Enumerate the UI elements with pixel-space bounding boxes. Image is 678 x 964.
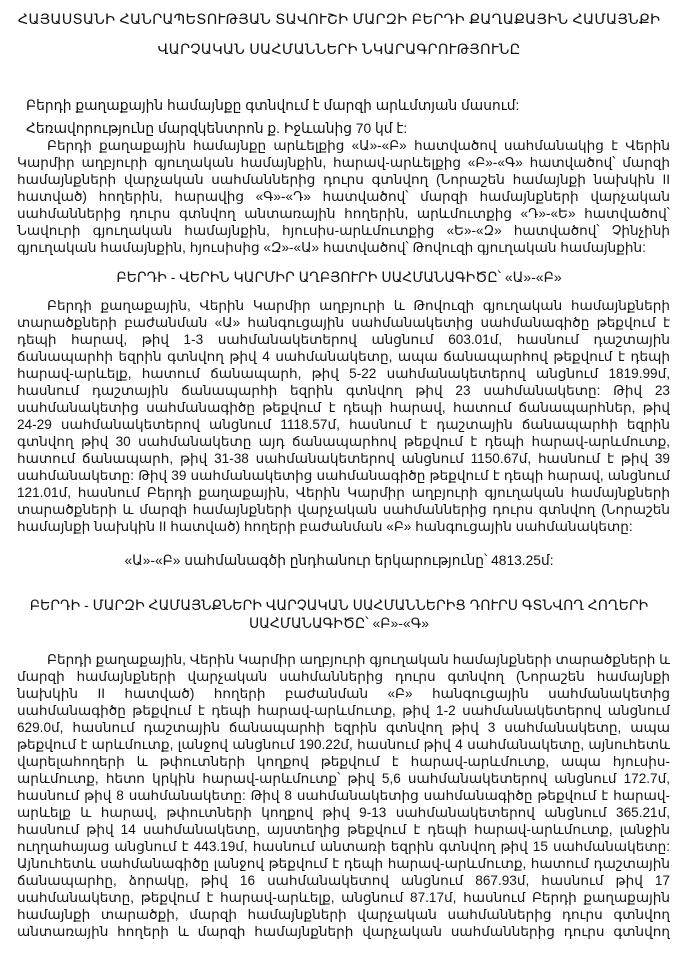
text-line: համայնքների վարչական սահմաններից դուրս գտնվող (Նորաշեն համայնքի նախկին II: [17, 172, 670, 187]
text-line: հատում ճանապարհ, թիվ 31-38 սահմանակետերով անցնում 1150.67մ, հասնում է թիվ 39: [17, 451, 670, 466]
text-line: 121.01մ, հասնում Բերդի քաղաքային, Վերին Կարմիր աղբյուրի գյուղական համայնքների: [17, 485, 670, 500]
text-line: արևելք և հարավ, թփուտների կողքով թիվ 9-13 սահմանակետերով անցնում 365.21մ,: [17, 805, 670, 820]
text-line: համայնքի նախկին II հատված) հողերի բաժանման «Բ» հանգուցային սահմանակետը:: [17, 519, 633, 534]
text-line: Բերդի քաղաքային, Վերին Կարմիր աղբյուրի գյուղական համայնքների տարածքների և: [47, 652, 670, 667]
section-1-heading: ԲԵՐԴԻ - ՎԵՐԻՆ ԿԱՐՄԻՐ ԱՂԲՅՈՒՐԻ ՍԱՀՄԱՆԱԳԻԾԸ՝ «Ա»-«Բ»: [116, 269, 562, 285]
section-1-paragraph: [17, 297, 670, 535]
text-line: գտնվող թիվ 30 սահմանակետը այդ ճանապարհով թեքվում է դեպի հարավ-արևմուտք,: [17, 434, 670, 449]
text-line: սահմանակետից սահմանագիծը թեքվում է դեպի հարավ, հատում ճանապարհներ, թիվ: [17, 400, 670, 415]
text-line: հարավ-արևելք, հատում ճանապարհ, թիվ 5-22 սահմանակետերով անցնում 1819.99մ,: [17, 366, 670, 381]
text-line: գյուղական համայնքին, հյուսիսից «Զ»-«Ա» հատվածով՝ Թովուզի գյուղական համայնքին:: [17, 240, 646, 255]
text-line: սահմանակետը: Թիվ 39 սահմանակետից սահմանագիծը թեքվում է դեպի հարավ, անցնում: [17, 468, 670, 483]
intro-location: Բերդի քաղաքային համայնքը գտնվում է մարզի արևմտյան մասում:: [26, 98, 520, 113]
text-line: ուղղահայաց անցնում է 443.19մ, հասնում անտառի եզրին գտնվող թիվ 15 սահմանակետը:: [17, 839, 670, 854]
text-line: Բերդի քաղաքային, Վերին Կարմիր աղբյուրի և Թովուզի գյուղական համայնքների: [47, 298, 670, 313]
text-line: հասնում դաշտային ճանապարհի եզրին գտնվող թիվ 23 սահմանակետը: Թիվ 23: [17, 383, 670, 398]
text-line: տարածքների բաժանման «Ա» հանգուցային սահմանակետից սահմանագիծը թեքվում է: [17, 315, 670, 330]
text-line: Կարմիր աղբյուրի գյուղական համայնքին, հարավ-արևելքից «Բ»-«Գ» հատվածով՝ մարզի: [17, 155, 670, 170]
document-title-line-2: ՎԱՐՉԱԿԱՆ ՍԱՀՄԱՆՆԵՐԻ ՆԿԱՐԱԳՐՈՒԹՅՈՒՆԸ: [157, 42, 521, 58]
text-line: Այնուհետև սահմանագիծը լանջով թեքվում է դեպի հարավ-արևմուտք, հատում դաշտային: [17, 856, 670, 871]
text-line: հասնում թիվ 14 սահմանակետը, այստեղից թեքվում է դեպի հարավ-արևմուտք, լանջին: [17, 822, 670, 837]
section-1-total-length: «Ա»-«Բ» սահմանագծի ընդհանուր երկարությունը՝ 4813.25մ:: [124, 553, 554, 568]
overview-paragraph: [17, 137, 670, 256]
text-line: սահմանագիծը թեքվում է դեպի հարավ-արևմուտք, թիվ 1-2 սահմանակետերով անցնում: [17, 703, 670, 718]
text-line: 629.0մ, հասնում դաշտային ճանապարհի եզրին գտնվող թիվ 3 սահմանակետը, ապա: [17, 720, 670, 735]
text-line: սահմանակետը, թեքվում է հարավ-արևելք, անցնում 87.17մ, հասնում Բերդի քաղաքային: [17, 890, 670, 905]
text-line: արևմուտք, հետո կրկին հարավ-արևմուտք՝ թիվ 5,6 սահմանակետերով անցնում 172.7մ,: [17, 771, 670, 786]
text-line: համայնքի տարածքի, մարզի համայնքների վարչական սահմաններից դուրս գտնվող: [17, 907, 670, 922]
text-line: վարելահողերի և թփուտների կողքով թեքվում է հարավ-արևմուտք, ապա հյուսիս-: [17, 754, 670, 769]
text-line: Բերդի քաղաքային համայնքը արևելքից «Ա»-«Բ» հատվածով սահմանակից է Վերին: [47, 138, 670, 153]
section-2-heading-line-2: ՍԱՀՄԱՆԱԳԻԾԸ՝ «Բ»-«Գ»: [248, 615, 430, 631]
text-line: ճանապարհի եզրին գտնվող թիվ 4 սահմանակետը, ապա ճանապարհով թեքվում է դեպի: [17, 349, 670, 364]
text-line: մարզի համայնքների վարչական սահմաններից դուրս գտնվող (Նորաշեն համայնքի: [17, 669, 670, 684]
intro-distance: Հեռավորությունը մարզկենտրոն ք. Իջևանից 70 կմ է:: [26, 121, 408, 136]
text-line: սահմաններից դուրս գտնվող անտառային հողերին, արևմուտքից «Դ»-«Ե» հատվածով՝: [17, 206, 670, 221]
text-line: 24-29 սահմանակետերով անցնում 1118.57մ, հասնում է դաշտային ճանապարհի եզրին: [17, 417, 670, 432]
section-2-paragraph: [17, 651, 670, 940]
text-line: ճանապարհը, ձորակը, թիվ 16 սահմանակետով անցնում 867.93մ, հասնում թիվ 17: [17, 873, 670, 888]
section-2-heading-line-1: ԲԵՐԴԻ - ՄԱՐԶԻ ՀԱՄԱՅՆՔՆԵՐԻ ՎԱՐՉԱԿԱՆ ՍԱՀՄԱՆՆԵՐԻՑ ԴՈՒՐՍ ԳՏՆՎՈՂ ՀՈՂԵՐԻ: [29, 597, 649, 613]
text-line: տարածքների և մարզի համայնքների վարչական սահմաններից դուրս գտնվող (Նորաշեն: [17, 502, 670, 517]
text-line: նախկին II հատված) հողերի բաժանման «Բ» հանգուցային սահմանակետից: [17, 686, 670, 701]
text-line: անտառային հողերի և մարզի համայնքների վարչական սահմաններից դուրս գտնվող: [17, 924, 670, 939]
document-title-line-1: ՀԱՅԱՍՏԱՆԻ ՀԱՆՐԱՊԵՏՈՒԹՅԱՆ ՏԱՎՈՒՇԻ ՄԱՐԶԻ ԲԵՐԴԻ ՔԱՂԱՔԱՅԻՆ ՀԱՄԱՅՆՔԻ: [17, 12, 661, 28]
text-line: թեքվում է արևմուտք, լանջով անցնում 190.22մ, հասնում թիվ 4 սահմանակետը, այնուհետև: [17, 737, 670, 752]
text-line: հատված) հողերին, հարավից «Գ»-«Դ» հատվածով՝ մարզի համայնքների վարչական: [17, 189, 670, 204]
text-line: Նավուրի գյուղական համայնքին, հյուսիս-արևմուտքից «Ե»-«Զ» հատվածով՝ Չինչինի: [17, 223, 670, 238]
text-line: դեպի հարավ, թիվ 1-3 սահմանակետերով անցնում 603.01մ, հասնում դաշտային: [17, 332, 670, 347]
text-line: հասնում թիվ 8 սահմանակետը: Թիվ 8 սահմանակետից սահմանագիծը թեքվում է հարավ-: [17, 788, 670, 803]
